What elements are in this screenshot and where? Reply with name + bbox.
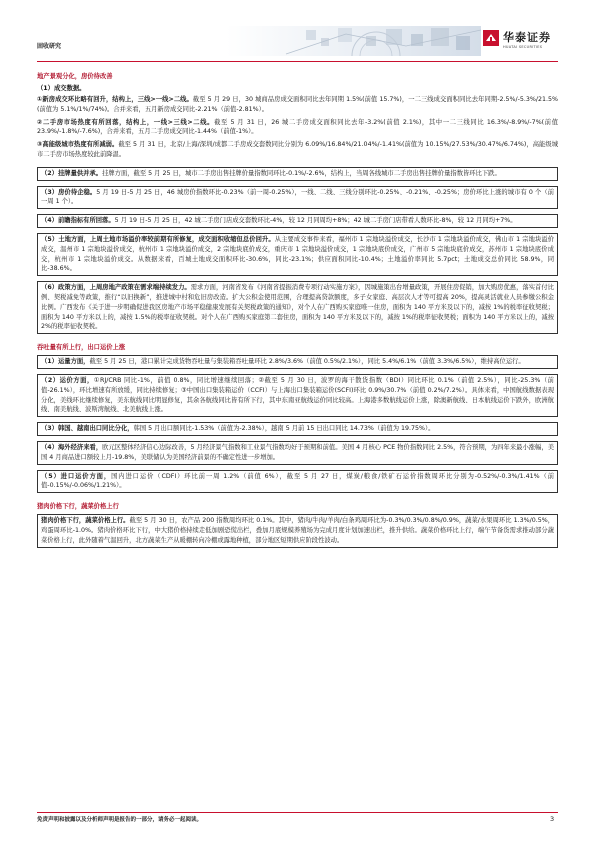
paragraph-lead: （3）房价待企稳。 <box>41 188 97 196</box>
boxed-paragraph-listings <box>37 167 558 181</box>
paragraph-lead: （4）前瞻指标有所回落。 <box>41 217 115 225</box>
brand-name-en: HUATAI SECURITIES <box>503 45 543 49</box>
paragraph-lead: ②二手房市场热度有所回落，结构上，一线>三线>二线。 <box>37 118 215 126</box>
boxed-paragraph-korea-vietnam <box>37 422 558 436</box>
paragraph-text: ①RJ/CRB 同比-1%，前值 0.8%，同比增速继续回落；②截至 5 月 30 日，波罗的海干散货指数（BDI）同比环比 0.1%（前值 2.5%），同比-25.3%（前值-26.1%），环比增速有所放缓，同比持续修复；③中国出口集装箱运价（CCFI）与上海出口集装箱运价(SCFI)环比 0.9%/30.7%（前值 0.2%/7.2%）。具体来看，中国航线数据表现分化，美线环比继续修复，美东航线同比明显修复，其余各航线同比皆有所下行，其中东南亚航线运价同比较高。上海港多数航线运价上涨，除澳新航线、日本航线运价下跌外，欧洲航线、南美航线、波斯湾航线、北美航线上涨。 <box>41 376 554 414</box>
header-banner-graphic <box>226 26 481 56</box>
subsection-title-transactions: （1）成交数据。 <box>37 85 86 92</box>
paragraph-text: 截至 5 月 25 日，港口累计完成货物吞吐量与集装箱吞吐量环比 2.8%/3.6%（前值 0.5%/2.1%），同比 5.4%/6.1%（前值 3.3%/6.5%），维持高位运行。 <box>89 358 525 366</box>
footer-disclaimer: 免责声明和披露以及分析师声明是报告的一部分，请务必一起阅读。 <box>37 817 203 823</box>
paragraph-text: 国内进口运价（CDFI）环比前一周 1.2%（前值 6%），截至 5 月 27 日，煤炭/粮食/铁矿石运价指数周环比分别为-0.52%/-0.3%/1.41%（前值-0.15%/-0.06%/1.21%）。 <box>41 472 554 490</box>
paragraph-lead: （5）进口运价方面， <box>41 472 112 480</box>
paragraph-new-home <box>37 95 558 115</box>
paragraph-tier-cities <box>37 140 558 160</box>
paragraph-text: 5 月 19 日-5 月 25 日，46 城房价指数环比-0.23%（前一周-0.25%），一线、二线、三线分别环比-0.25%、-0.21%、-0.25%；房价环比上涨的城市有 0 个（前一周 1 个）。 <box>41 188 554 206</box>
paragraph-text: 5 月 19 日-5 月 25 日，42 城二手房门店成交套数环比-4%，较 12 月同周均+8%；42 城二手房门店带看人数环比-8%，较 12 月同均+7%。 <box>114 217 517 225</box>
header-divider <box>37 61 558 62</box>
boxed-paragraph-prices <box>37 186 558 210</box>
paragraph-lead: ③高能级城市热度有所减弱。 <box>37 141 119 149</box>
paragraph-text: 从主要成交事件来看，福州市 1 宗地块溢价成交，长沙市 1 宗地块溢价成交，佛山市 1 宗地块溢价成交，温州市 1 宗地块溢价成交，杭州市 1 宗地块溢价成交，2 宗地块底价成交，重庆市 1 宗地块溢价成交，1 宗地块底价成交，广州市 5 宗地块底价成交，苏州市 1 宗地块底价成交，杭州市 1 宗地块溢价成交。从数据来看，百城土地成交面积环比-30.6%，同比-23.1%；供应面积同比-10.4%；土地溢价率同比 5.7pct；土地成交总价同比 58.9%，同比-38.6%。 <box>41 235 555 273</box>
boxed-paragraph-agri <box>37 514 558 547</box>
paragraph-text: 韩国 5 月出口额同比-1.53%（前值为-2.38%），越南 5 月前 15 日出口同比 14.73%（前值为 19.75%）。 <box>133 425 435 433</box>
brand-name-cn: 华泰证券 <box>503 31 551 44</box>
paragraph-lead: （5）土地方面，上周土地市场溢价率较前期有所修复，成交面积收缩但总价回升。 <box>41 235 275 243</box>
paragraph-lead: （4）海外经济来看， <box>41 443 103 451</box>
paragraph-lead: （2）挂牌量供并承。 <box>41 169 103 177</box>
paragraph-text: 截至 5 月 30 日，农产品 200 指数周均环比 0.1%。其中，猪肉/牛肉/羊肉/白条鸡周环比为-0.3%/0.3%/0.8%/0.9%，蔬菜/水果周环比 1.3%/0.5%，鸡蛋周环比-1.0%。猪肉价格环比下行，中大猪价格持续走低加剧恐慌出栏，叠加月底规模养殖场为完成月度计划加速出栏，推升供给。蔬菜价格环比上行，端午节备货需求推动部分蔬菜价格上行，此外随着气温回升，北方蔬菜生产从暖棚转向冷棚或露地种植，部分地区短期供应阶段性波动。 <box>41 517 555 544</box>
paragraph-text: 截至 5 月 29 日，30 城商品房成交面积同比去年同期 1.5%(前值 15.7%)，一二三线成交面积同比去年同期-2.5%/-5.3%/21.5%(前值为 5.1%/1%/74%)。合并来看，五月新房成交同比-2.21%（前值-2.81%）。 <box>37 96 558 113</box>
paragraph-text: 截至 5 月 31 日，26 城二手房成交面积同比去年-3.2%(前值 2.1%)，其中一二三线同比 16.3%/-8.9%/-7%(前值 23.9%/-1.8%/-7.6%)，合并来看，五月二手房成交同比-1.44%（前值-1%）。 <box>37 118 558 136</box>
paragraph-lead: ①新房成交环比略有回升，结构上，三线>一线>二线。 <box>37 96 193 103</box>
paragraph-lead: （3）韩国、越南出口同比分化， <box>41 425 134 433</box>
boxed-paragraph-policy <box>37 281 558 334</box>
paragraph-second-hand <box>37 118 558 138</box>
page-number: 3 <box>550 815 555 823</box>
paragraph-text: 截至 5 月 31 日，北京/上海/深圳/成都二手房成交套数同比分别为 6.09%/16.84%/21.04%/-1.41%(前值为 10.15%/27.53%/30.47%/6.74%)，高能级城市二手房市场热度较此前降温。 <box>37 141 558 158</box>
boxed-paragraph-freight-rates <box>37 374 558 417</box>
paragraph-text: 挂牌方面，截至 5 月 25 日，城市二手房出售挂牌价量指数同环比-0.1%/-2.6%，结构上，当周各线城市二手房出售挂牌价量指数皆环比下跌。 <box>102 169 501 177</box>
footer-divider <box>37 812 558 813</box>
boxed-paragraph-import-freight <box>37 470 558 494</box>
boxed-paragraph-volume <box>37 355 558 369</box>
boxed-paragraph-land <box>37 233 558 276</box>
paragraph-text: 欧元区整体经济信心边际改善，5 月经济景气指数和工业景气指数均好于预期和前值。美国 4 月核心 PCE 物价指数同比 2.5%，符合预期，为四年来最小涨幅，美国 4 月商品进口额较上月-19.8%，美联储认为美国经济前景的不确定性进一步增加。 <box>41 443 554 461</box>
paragraph-lead: 猪肉价格下行，蔬菜价格上行。 <box>41 517 130 525</box>
section-title-shipping: 吞吐量有所上行，出口运价上涨 <box>37 344 126 352</box>
report-category-label: 固收研究 <box>37 43 62 50</box>
paragraph-lead: （6）政策方面，上周房地产政策在需求端持续发力。 <box>41 284 191 292</box>
section-title-property: 地产景观分化，房价待改善 <box>37 73 113 80</box>
report-body <box>37 72 558 553</box>
paragraph-lead: （1）运量方面， <box>41 358 90 366</box>
brand-mark-icon <box>483 30 499 46</box>
section-title-agri-prices: 猪肉价格下行，蔬菜价格上行 <box>37 503 119 511</box>
paragraph-lead: （2）运价方面， <box>41 376 94 384</box>
boxed-paragraph-overseas <box>37 441 558 465</box>
brand-logo <box>483 27 563 57</box>
boxed-paragraph-leading-indicators <box>37 214 558 228</box>
paragraph-text: 需求方面，河南省发布《河南省提振消费专项行动实施方案》，因城施策出台增量政策，开展住房促销，加大购房优惠，落实首付比例、契税减免等政策，推行“以旧换新”，推进城中村和危旧房改造。扩大公积金使用范围，合理提高贷款额度，多子女家庭、高层次人才等可提高 20%，提高灵活就业人员参缴公积金比例。广西发布《关于进一步明确促进我区房地产市场平稳健康发展有关契税政策的通知》，对个人在广西购买家庭唯一住房，面积为 140 平方米及以下的，减按 1%的税率征收契税；面积为 140 平方米以上的，减按 1.5%的税率征收契税。对个人在广西购买家庭第二套住房，面积为 140 平方米及以下的，减按 1%的税率征收契税；面积为 140 平方米以上的，减按 2%的税率征收契税。 <box>41 284 554 331</box>
